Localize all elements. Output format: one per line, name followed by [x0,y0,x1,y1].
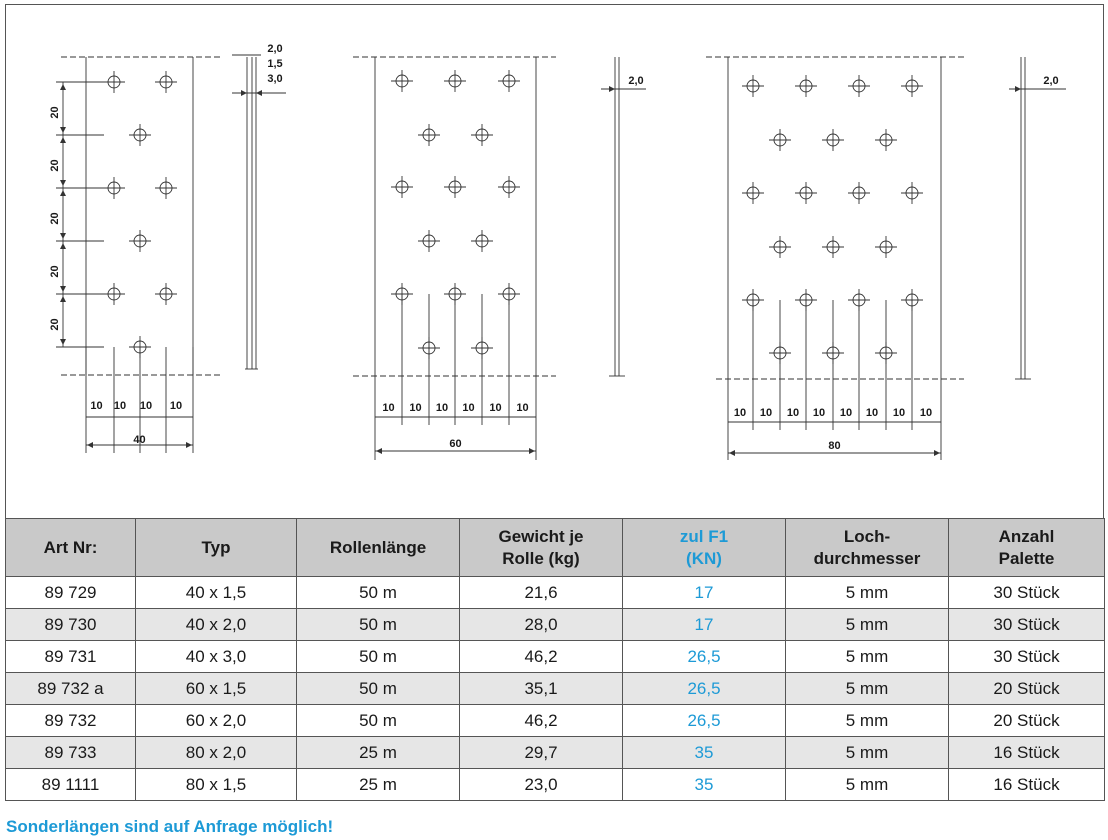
spacing-label: 10 [462,402,475,414]
cell-rollenlaenge: 50 m [297,673,460,705]
dimension-arrow [934,450,940,456]
pitch-label: 20 [49,265,61,278]
cell-typ: 40 x 1,5 [136,577,297,609]
dimension-arrow [376,448,382,454]
spacing-label: 10 [812,407,826,419]
header-rollenlaenge [297,519,460,577]
dimension-arrow [1015,86,1021,92]
cell-gewicht: 23,0 [460,769,623,801]
cell-lochdurchmesser: 5 mm [786,609,949,641]
dimension-arrow [256,90,262,96]
thickness-label: 2,0 [1043,75,1059,87]
width-label: 60 [449,438,462,450]
cell-anzahl: 20 Stück [949,705,1105,737]
cell-art-nr: 89 731 [6,641,136,673]
header-line: (KN) [686,548,722,568]
spacing-label: 10 [139,400,153,412]
spacing-label: 10 [759,407,773,419]
spacing-label: 10 [516,402,529,414]
cell-zul-f1: 26,5 [623,673,786,705]
header-zul-f1 [623,519,786,577]
dimension-arrow [60,296,66,302]
cell-lochdurchmesser: 5 mm [786,769,949,801]
spacing-label: 10 [733,407,747,419]
table-row [6,769,1105,801]
cell-lochdurchmesser: 5 mm [786,673,949,705]
cell-gewicht: 35,1 [460,673,623,705]
thickness-label: 2,0 [628,75,644,87]
dimension-arrow [186,442,192,448]
dimension-arrow [241,90,247,96]
header-line: Loch- [843,526,891,546]
cell-rollenlaenge: 50 m [297,609,460,641]
spacing-label: 10 [865,407,879,419]
header-lochdurchmesser [786,519,949,577]
cell-typ: 80 x 2,0 [136,737,297,769]
cell-anzahl: 30 Stück [949,609,1105,641]
spacing-label: 10 [113,400,127,412]
cell-typ: 40 x 3,0 [136,641,297,673]
dimension-arrow [60,84,66,90]
dimension-arrow [60,339,66,345]
cell-gewicht: 29,7 [460,737,623,769]
cell-rollenlaenge: 25 m [297,769,460,801]
dimension-arrow [60,243,66,249]
header-anzahl-palette [949,519,1105,577]
spacing-label: 10 [786,407,800,419]
cell-typ: 40 x 2,0 [136,609,297,641]
header-line: Art Nr: [43,537,98,557]
cell-anzahl: 16 Stück [949,769,1105,801]
cell-art-nr: 89 1111 [6,769,136,801]
dimension-arrow [529,448,535,454]
cell-gewicht: 46,2 [460,705,623,737]
cell-zul-f1: 35 [623,769,786,801]
dimension-arrow [60,233,66,239]
cell-anzahl: 20 Stück [949,673,1105,705]
cell-lochdurchmesser: 5 mm [786,641,949,673]
cell-typ: 60 x 1,5 [136,673,297,705]
dimension-arrow [60,127,66,133]
spacing-label: 10 [382,402,395,414]
thickness-label: 2,0 [267,43,283,55]
pitch-label: 20 [49,212,61,225]
table-header-row [6,519,1105,577]
cell-anzahl: 30 Stück [949,641,1105,673]
dimension-arrow [60,190,66,196]
spacing-label: 10 [90,400,103,412]
spacing-label: 10 [489,402,502,414]
cell-anzahl: 30 Stück [949,577,1105,609]
width-label: 40 [133,434,146,446]
pitch-label: 20 [49,159,61,172]
technical-drawing-panel [5,4,1104,518]
cell-art-nr: 89 732 a [6,673,136,705]
table-row [6,641,1105,673]
cell-art-nr: 89 732 [6,705,136,737]
cell-gewicht: 28,0 [460,609,623,641]
spacing-label: 10 [409,402,422,414]
spacing-label: 10 [839,407,853,419]
spacing-label: 10 [435,402,449,414]
cell-zul-f1: 17 [623,609,786,641]
table-row [6,705,1105,737]
dimension-arrow [87,442,93,448]
cell-zul-f1: 17 [623,577,786,609]
cell-zul-f1: 35 [623,737,786,769]
cell-lochdurchmesser: 5 mm [786,577,949,609]
header-line: Rolle (kg) [502,548,580,568]
header-line: Palette [998,548,1055,568]
header-art-nr [6,519,136,577]
cell-lochdurchmesser: 5 mm [786,737,949,769]
header-line: Typ [201,537,231,557]
technical-drawings [6,5,1105,519]
dimension-arrow [60,286,66,292]
cell-rollenlaenge: 50 m [297,577,460,609]
cell-rollenlaenge: 50 m [297,705,460,737]
spacing-label: 10 [892,407,906,419]
header-typ [136,519,297,577]
thickness-label: 3,0 [267,73,283,85]
table-row [6,609,1105,641]
cell-typ: 60 x 2,0 [136,705,297,737]
cell-zul-f1: 26,5 [623,641,786,673]
spec-table [5,518,1105,801]
cell-rollenlaenge: 50 m [297,641,460,673]
dimension-arrow [60,180,66,186]
spacing-label: 10 [919,407,933,419]
spacing-label: 10 [169,400,183,412]
dimension-arrow [609,86,615,92]
cell-art-nr: 89 729 [6,577,136,609]
cell-gewicht: 46,2 [460,641,623,673]
cell-anzahl: 16 Stück [949,737,1105,769]
dimension-arrow [729,450,735,456]
header-line: zul F1 [679,526,729,546]
header-line: durchmesser [813,548,921,568]
cell-gewicht: 21,6 [460,577,623,609]
cell-art-nr: 89 730 [6,609,136,641]
width-label: 80 [828,440,841,452]
thickness-label: 1,5 [267,58,283,70]
cell-typ: 80 x 1,5 [136,769,297,801]
pitch-label: 20 [49,106,61,119]
footnote: Sonderlängen sind auf Anfrage möglich! [6,817,334,836]
cell-lochdurchmesser: 5 mm [786,705,949,737]
pitch-label: 20 [49,318,61,331]
dimension-arrow [60,137,66,143]
table-row [6,673,1105,705]
cell-zul-f1: 26,5 [623,705,786,737]
header-line: Rollenlänge [329,537,427,557]
cell-rollenlaenge: 25 m [297,737,460,769]
header-line: Anzahl [998,526,1055,546]
table-row [6,577,1105,609]
header-line: Gewicht je [498,526,584,546]
header-gewicht [460,519,623,577]
cell-art-nr: 89 733 [6,737,136,769]
table-row [6,737,1105,769]
